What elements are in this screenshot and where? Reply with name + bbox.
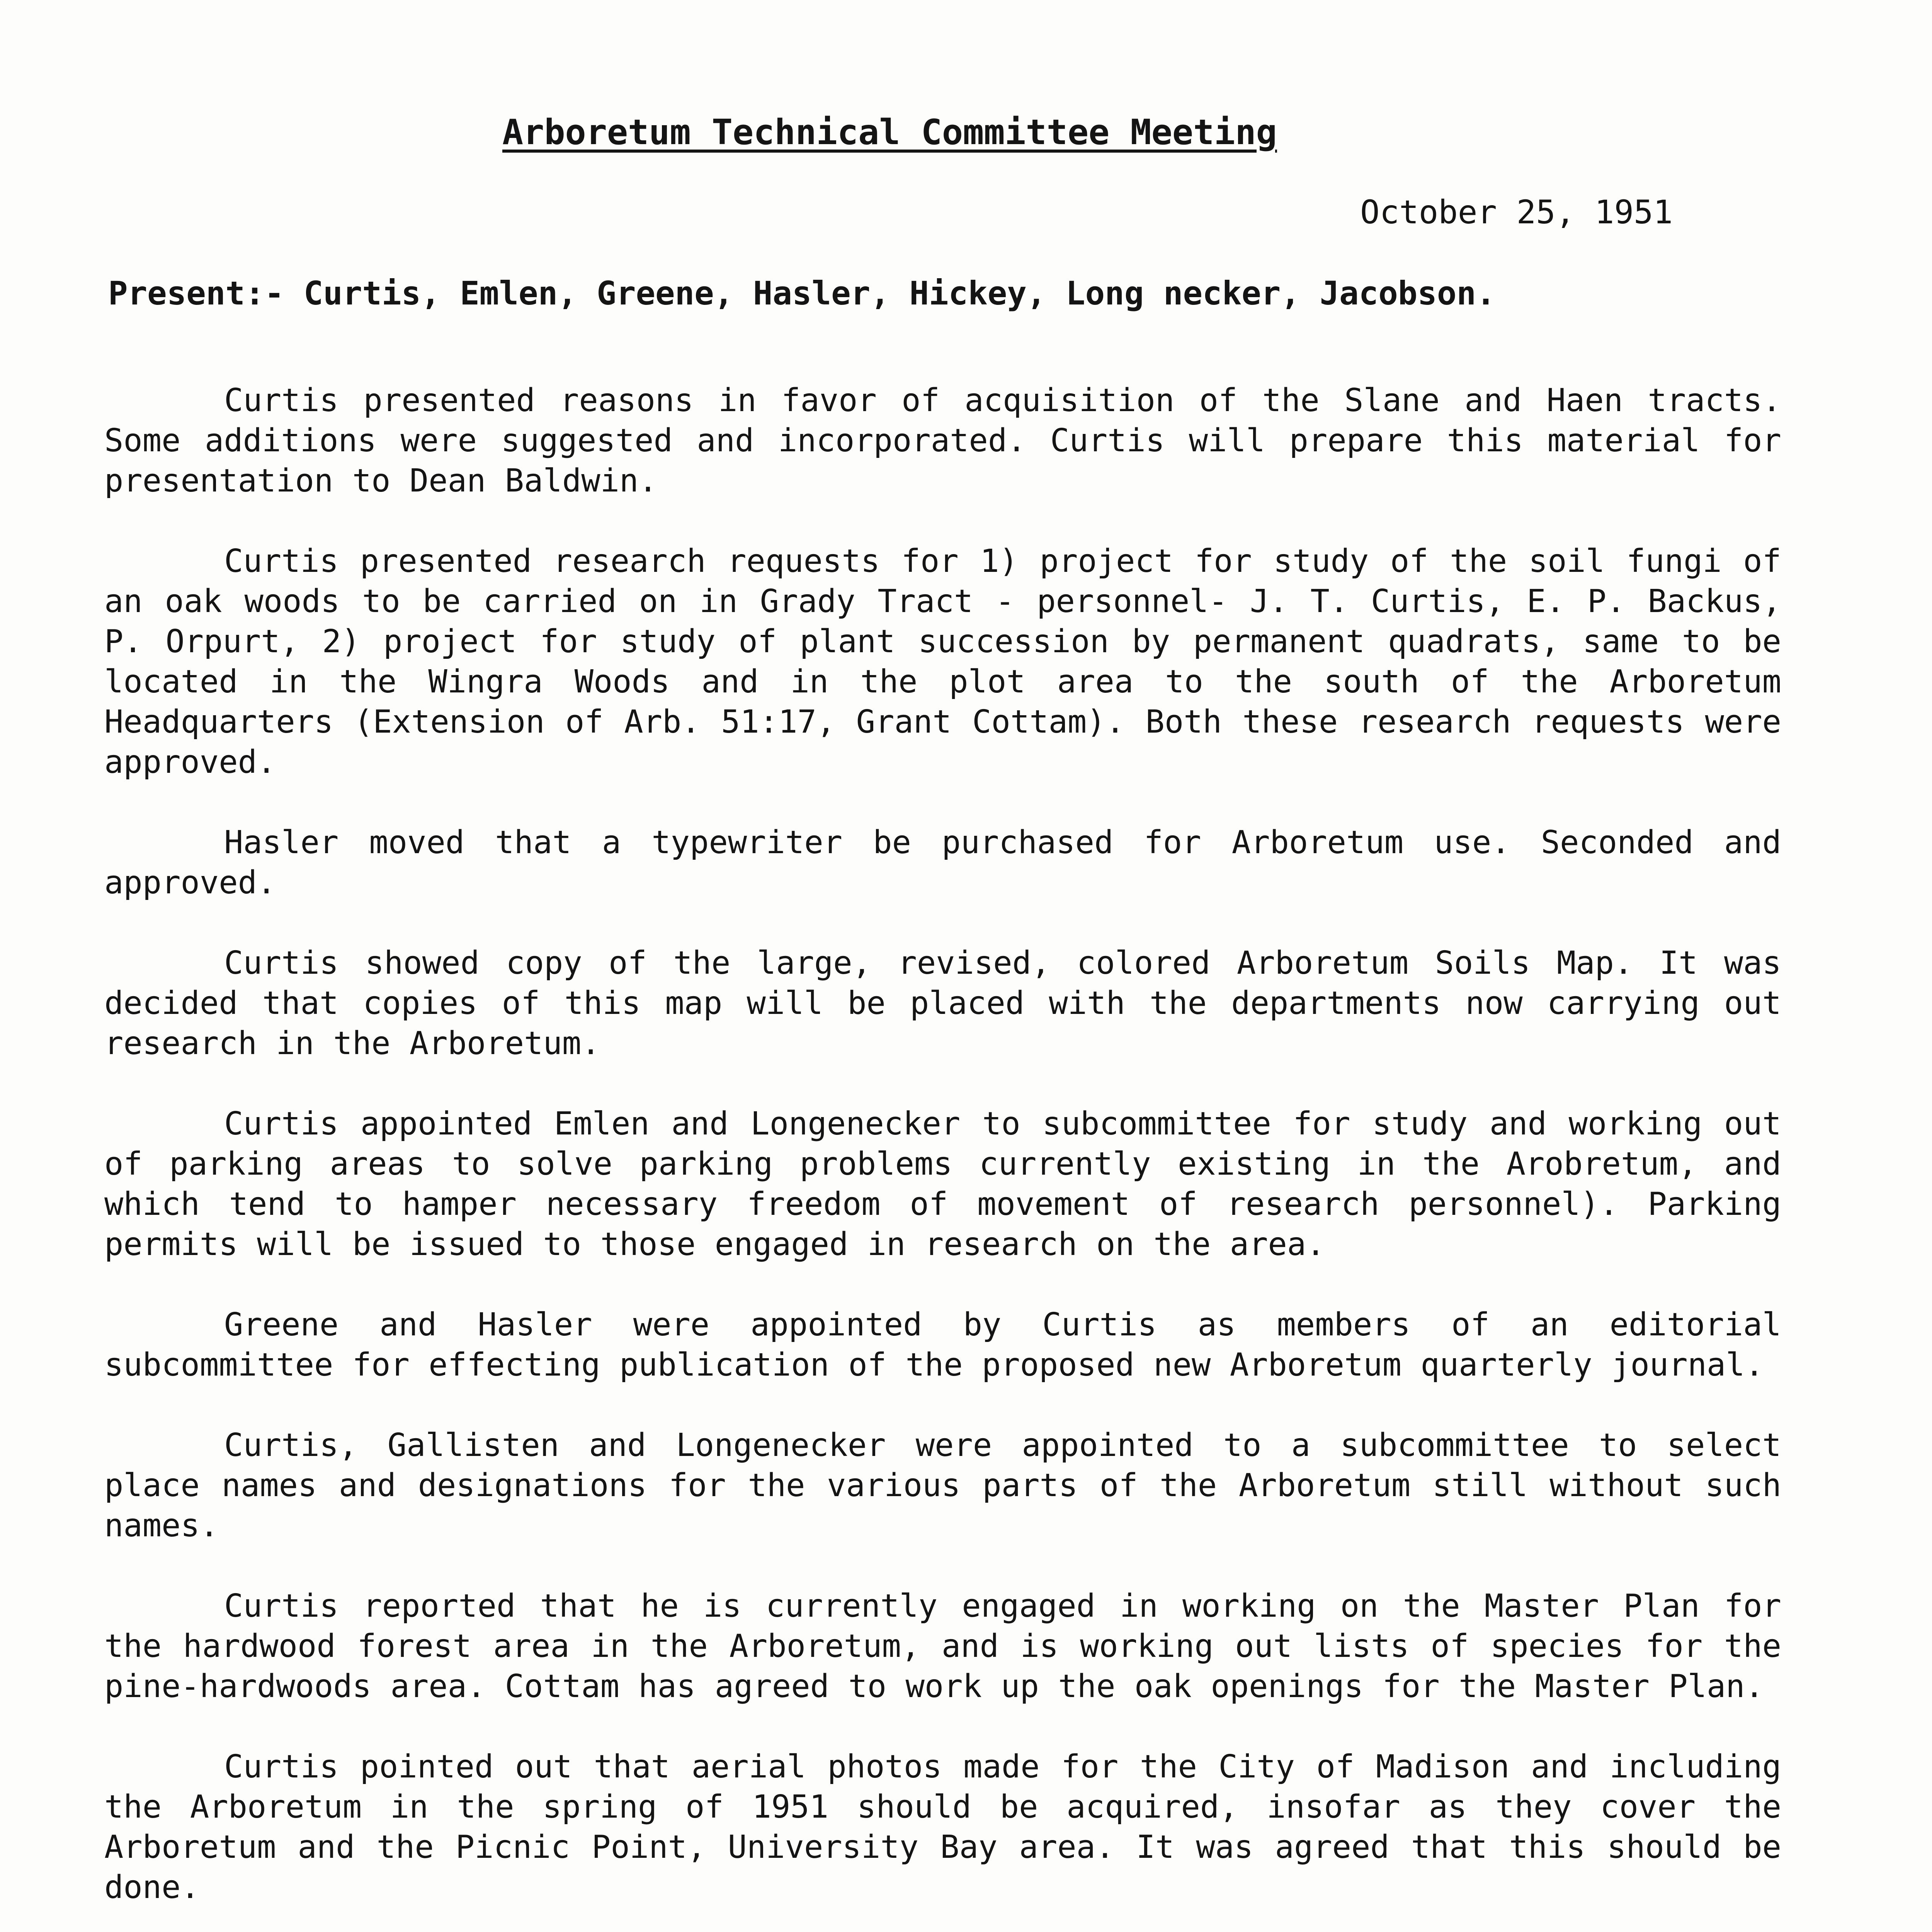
paragraph-acquisition: Curtis presented reasons in favor of acquisition of the Slane and Haen tracts. Some additions were suggested and incorporated. Curtis will prepare this material for presentation to Dean Baldwin. [104, 382, 1781, 499]
document-title: Arboretum Technical Committee Meeting [502, 112, 1277, 153]
paragraph-parking: Curtis appointed Emlen and Longenecker to subcommittee for study and working out of parking areas to solve parking problems currently existing in the Arobretum, and which tend to hamper necessary freedom of movement of research personnel). Parking permits will be issued to those engaged in research on the area. [104, 1105, 1781, 1263]
attendees-line: Present:- Curtis, Emlen, Greene, Hasler, Hickey, Long necker, Jacobson. [108, 274, 1496, 312]
paragraph-master-plan: Curtis reported that he is currently engaged in working on the Master Plan for the hardwood forest area in the Arboretum, and is working out lists of species for the pine-hardwoods area. Cottam has agreed to work up the oak openings for the Master Plan. [104, 1588, 1781, 1705]
paragraph-typewriter: Hasler moved that a typewriter be purchased for Arboretum use. Seconded and approved. [104, 824, 1781, 901]
minutes-body [104, 381, 1781, 1932]
paragraph-aerial-photos: Curtis pointed out that aerial photos made for the City of Madison and including the Arboretum in the spring of 1951 should be acquired, insofar as they cover the Arboretum and the Picnic Point, University Bay area. It was agreed that this should be done. [104, 1748, 1781, 1906]
paragraph-place-names: Curtis, Gallisten and Longenecker were appointed to a subcommittee to select place names and designations for the various parts of the Arboretum still without such names. [104, 1427, 1781, 1544]
paragraph-research-requests: Curtis presented research requests for 1) project for study of the soil fungi of an oak woods to be carried on in Grady Tract - personnel- J. T. Curtis, E. P. Backus, P. Orpurt, 2) project for study of plant succession by permanent quadrats, same to be located in the Wingra Woods and in the plot area to the south of the Arboretum Headquarters (Extension of Arb. 51:17, Grant Cottam). Both these research requests were approved. [104, 543, 1781, 781]
meeting-date: October 25, 1951 [1360, 193, 1673, 231]
paragraph-soils-map: Curtis showed copy of the large, revised, colored Arboretum Soils Map. It was decided that copies of this map will be placed with the departments now carrying out research in the Arboretum. [104, 945, 1781, 1062]
paragraph-journal: Greene and Hasler were appointed by Curtis as members of an editorial subcommittee for effecting publication of the proposed new Arboretum quarterly journal. [104, 1306, 1781, 1383]
